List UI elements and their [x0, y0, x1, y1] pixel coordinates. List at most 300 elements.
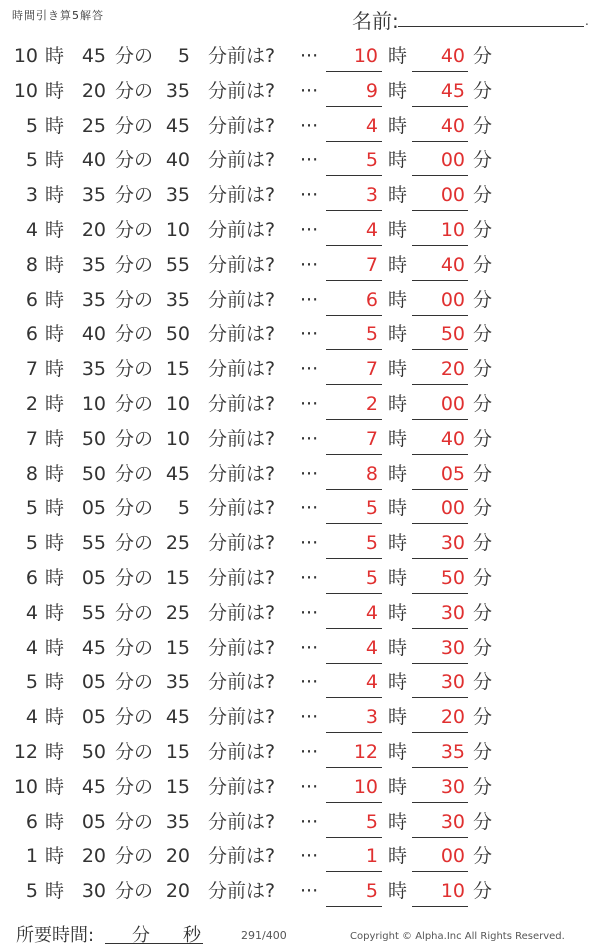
minute-of-label: 分の [115, 741, 154, 763]
minutes-before-question: 分前は? [208, 636, 276, 659]
problem-row [0, 110, 600, 142]
answer-hour-unit: 時 [388, 184, 408, 207]
answer-hour: 8 [365, 462, 378, 485]
problem-hour: 6 [25, 288, 38, 311]
problem-minute: 40 [81, 149, 106, 172]
answer-minute: 30 [440, 775, 465, 798]
answer-hour: 12 [353, 741, 378, 763]
answer-minute-line[interactable] [412, 767, 468, 768]
problem-minute: 05 [81, 567, 106, 589]
answer-hour: 5 [365, 810, 378, 833]
answer-hour-line[interactable] [326, 767, 382, 768]
answer-minute-unit: 分 [473, 601, 493, 624]
minute-of-label: 分の [115, 567, 154, 589]
problem-row [0, 423, 600, 455]
answer-minute-line[interactable] [412, 349, 468, 350]
problem-minute: 35 [81, 253, 106, 276]
problem-row [0, 632, 600, 664]
minutes-before: 15 [165, 567, 190, 589]
answer-minute-unit: 分 [473, 393, 493, 415]
minutes-before: 15 [165, 741, 190, 763]
problem-row [0, 284, 600, 316]
ellipsis: ··· [300, 497, 319, 520]
minutes-before-question: 分前は? [208, 323, 276, 346]
answer-hour-line[interactable] [326, 454, 382, 455]
answer-minute: 00 [440, 288, 465, 311]
minutes-before-question: 分前は? [208, 427, 276, 450]
answer-hour-line[interactable] [326, 489, 382, 490]
answer-minute: 30 [440, 532, 465, 555]
answer-hour: 10 [353, 775, 378, 798]
answer-hour-unit: 時 [388, 323, 408, 346]
answer-minute-line[interactable] [412, 802, 468, 803]
problem-minute: 45 [81, 775, 106, 798]
answer-minute: 10 [440, 880, 465, 903]
minutes-before-question: 分前は? [208, 775, 276, 798]
minute-of-label: 分の [115, 880, 154, 903]
problem-minute: 05 [81, 671, 106, 694]
minutes-before: 10 [165, 427, 190, 450]
problem-hour: 5 [25, 532, 38, 555]
ellipsis: ··· [300, 462, 319, 485]
answer-hour-unit: 時 [388, 880, 408, 903]
hour-unit: 時 [45, 567, 65, 589]
minute-of-label: 分の [115, 636, 154, 659]
minute-of-label: 分の [115, 219, 154, 241]
answer-minute-line[interactable] [412, 245, 468, 246]
hour-unit: 時 [45, 393, 65, 415]
minute-of-label: 分の [115, 288, 154, 311]
answer-hour-line[interactable] [326, 593, 382, 594]
answer-hour-unit: 時 [388, 810, 408, 833]
minute-of-label: 分の [115, 358, 154, 381]
answer-hour-line[interactable] [326, 558, 382, 559]
problem-row [0, 179, 600, 211]
answer-minute-line[interactable] [412, 141, 468, 142]
ellipsis: ··· [300, 706, 319, 729]
problem-row [0, 562, 600, 594]
answer-minute-line[interactable] [412, 106, 468, 107]
answer-hour: 4 [365, 636, 378, 659]
answer-minute: 00 [440, 184, 465, 207]
minute-of-label: 分の [115, 845, 154, 868]
minutes-before-question: 分前は? [208, 358, 276, 381]
answer-minute-unit: 分 [473, 497, 493, 520]
problem-minute: 05 [81, 706, 106, 729]
problem-hour: 10 [13, 775, 38, 798]
answer-hour: 4 [365, 601, 378, 624]
answer-minute-line[interactable] [412, 871, 468, 872]
problem-row [0, 701, 600, 733]
ellipsis: ··· [300, 323, 319, 346]
answer-minute-line[interactable] [412, 315, 468, 316]
minutes-before-question: 分前は? [208, 601, 276, 624]
problem-row [0, 806, 600, 838]
answer-minute: 40 [440, 427, 465, 450]
ellipsis: ··· [300, 79, 319, 102]
hour-unit: 時 [45, 845, 65, 868]
minute-of-label: 分の [115, 114, 154, 137]
problem-hour: 4 [25, 636, 38, 659]
ellipsis: ··· [300, 775, 319, 798]
problem-hour: 7 [25, 427, 38, 450]
name-blank-line[interactable] [398, 26, 584, 27]
answer-hour-line[interactable] [326, 245, 382, 246]
minute-of-label: 分の [115, 532, 154, 555]
answer-minute: 45 [440, 79, 465, 102]
answer-minute-line[interactable] [412, 732, 468, 733]
answer-minute: 40 [440, 253, 465, 276]
answer-hour: 3 [365, 706, 378, 729]
answer-minute: 10 [440, 219, 465, 241]
problem-hour: 6 [25, 567, 38, 589]
hour-unit: 時 [45, 741, 65, 763]
answer-hour-line[interactable] [326, 523, 382, 524]
answer-minute: 00 [440, 845, 465, 868]
hour-unit: 時 [45, 497, 65, 520]
problem-hour: 7 [25, 358, 38, 381]
minute-of-label: 分の [115, 393, 154, 415]
problem-minute: 50 [81, 462, 106, 485]
answer-hour-unit: 時 [388, 427, 408, 450]
answer-hour-unit: 時 [388, 706, 408, 729]
answer-hour-line[interactable] [326, 210, 382, 211]
minutes-before: 20 [165, 845, 190, 868]
answer-hour-line[interactable] [326, 802, 382, 803]
answer-hour-unit: 時 [388, 358, 408, 381]
problem-minute: 10 [81, 393, 106, 415]
minutes-before-question: 分前は? [208, 393, 276, 415]
answer-hour-line[interactable] [326, 732, 382, 733]
minutes-before-question: 分前は? [208, 79, 276, 102]
ellipsis: ··· [300, 393, 319, 415]
answer-minute-line[interactable] [412, 384, 468, 385]
problem-hour: 6 [25, 323, 38, 346]
minute-of-label: 分の [115, 427, 154, 450]
answer-hour-line[interactable] [326, 141, 382, 142]
answer-minute: 50 [440, 567, 465, 589]
answer-minute-unit: 分 [473, 671, 493, 694]
answer-minute-unit: 分 [473, 810, 493, 833]
page-number: 291/400 [241, 929, 287, 942]
problem-hour: 6 [25, 810, 38, 833]
answer-minute-line[interactable] [412, 419, 468, 420]
answer-minute-line[interactable] [412, 558, 468, 559]
answer-hour-unit: 時 [388, 845, 408, 868]
problem-row [0, 214, 600, 246]
answer-hour-unit: 時 [388, 497, 408, 520]
answer-hour-unit: 時 [388, 741, 408, 763]
minutes-before-question: 分前は? [208, 462, 276, 485]
problem-hour: 3 [25, 184, 38, 207]
problem-hour: 5 [25, 114, 38, 137]
answer-minute-unit: 分 [473, 636, 493, 659]
answer-minute-line[interactable] [412, 663, 468, 664]
hour-unit: 時 [45, 706, 65, 729]
problem-minute: 05 [81, 497, 106, 520]
problem-hour: 5 [25, 497, 38, 520]
minutes-before: 45 [165, 706, 190, 729]
ellipsis: ··· [300, 532, 319, 555]
problem-minute: 45 [81, 45, 106, 67]
answer-hour-unit: 時 [388, 393, 408, 415]
answer-hour: 2 [365, 393, 378, 415]
name-dot: . [585, 14, 589, 28]
answer-minute-unit: 分 [473, 114, 493, 137]
hour-unit: 時 [45, 601, 65, 624]
answer-hour-line[interactable] [326, 384, 382, 385]
answer-minute-unit: 分 [473, 775, 493, 798]
minutes-before: 35 [165, 184, 190, 207]
answer-minute-line[interactable] [412, 837, 468, 838]
problem-hour: 5 [25, 149, 38, 172]
problem-minute: 35 [81, 288, 106, 311]
answer-minute-line[interactable] [412, 280, 468, 281]
answer-minute: 30 [440, 671, 465, 694]
minute-of-label: 分の [115, 671, 154, 694]
ellipsis: ··· [300, 671, 319, 694]
minutes-before-question: 分前は? [208, 671, 276, 694]
answer-hour-line[interactable] [326, 906, 382, 907]
answer-minute-line[interactable] [412, 628, 468, 629]
answer-minute-unit: 分 [473, 880, 493, 903]
answer-hour: 7 [365, 253, 378, 276]
answer-minute: 30 [440, 601, 465, 624]
answer-minute: 40 [440, 114, 465, 137]
minute-of-label: 分の [115, 253, 154, 276]
problem-hour: 12 [13, 741, 38, 763]
minutes-before: 25 [165, 532, 190, 555]
answer-minute-unit: 分 [473, 706, 493, 729]
minutes-before-question: 分前は? [208, 880, 276, 903]
answer-minute-unit: 分 [473, 323, 493, 346]
answer-minute-line[interactable] [412, 523, 468, 524]
minutes-before: 15 [165, 636, 190, 659]
answer-minute-line[interactable] [412, 906, 468, 907]
problem-row [0, 771, 600, 803]
problem-hour: 4 [25, 601, 38, 624]
answer-minute: 50 [440, 323, 465, 346]
answer-hour-line[interactable] [326, 71, 382, 72]
minutes-before: 25 [165, 601, 190, 624]
problem-row [0, 597, 600, 629]
worksheet-title: 時間引き算5解答 [12, 9, 104, 22]
answer-minute-line[interactable] [412, 454, 468, 455]
problem-row [0, 840, 600, 872]
minutes-before: 5 [177, 497, 190, 520]
minutes-before-question: 分前は? [208, 149, 276, 172]
problem-row [0, 144, 600, 176]
minute-of-label: 分の [115, 149, 154, 172]
ellipsis: ··· [300, 601, 319, 624]
answer-minute: 30 [440, 636, 465, 659]
answer-minute-line[interactable] [412, 697, 468, 698]
problem-hour: 1 [25, 845, 38, 868]
minutes-before: 35 [165, 671, 190, 694]
answer-minute-line[interactable] [412, 210, 468, 211]
answer-minute: 40 [440, 45, 465, 67]
answer-hour-unit: 時 [388, 149, 408, 172]
answer-hour-unit: 時 [388, 775, 408, 798]
answer-hour-unit: 時 [388, 253, 408, 276]
ellipsis: ··· [300, 845, 319, 868]
minutes-before: 35 [165, 288, 190, 311]
ellipsis: ··· [300, 114, 319, 137]
answer-minute: 20 [440, 358, 465, 381]
problem-hour: 8 [25, 462, 38, 485]
answer-minute-unit: 分 [473, 219, 493, 241]
minutes-before: 45 [165, 462, 190, 485]
answer-hour-line[interactable] [326, 106, 382, 107]
ellipsis: ··· [300, 45, 319, 67]
minute-of-label: 分の [115, 45, 154, 67]
answer-hour-line[interactable] [326, 663, 382, 664]
copyright: Copyright © Alpha.Inc All Rights Reserved. [350, 931, 565, 942]
minutes-before-question: 分前は? [208, 497, 276, 520]
minutes-before: 10 [165, 219, 190, 241]
answer-minute: 20 [440, 706, 465, 729]
answer-minute-unit: 分 [473, 358, 493, 381]
answer-minute: 05 [440, 462, 465, 485]
answer-hour-line[interactable] [326, 837, 382, 838]
minutes-before-question: 分前は? [208, 845, 276, 868]
ellipsis: ··· [300, 184, 319, 207]
hour-unit: 時 [45, 288, 65, 311]
minutes-before: 5 [177, 45, 190, 67]
problem-hour: 10 [13, 45, 38, 67]
hour-unit: 時 [45, 79, 65, 102]
ellipsis: ··· [300, 288, 319, 311]
answer-hour: 3 [365, 184, 378, 207]
hour-unit: 時 [45, 636, 65, 659]
ellipsis: ··· [300, 567, 319, 589]
answer-minute-line[interactable] [412, 593, 468, 594]
problem-hour: 4 [25, 706, 38, 729]
hour-unit: 時 [45, 184, 65, 207]
answer-hour: 7 [365, 427, 378, 450]
problem-minute: 50 [81, 741, 106, 763]
answer-hour: 5 [365, 323, 378, 346]
answer-hour-line[interactable] [326, 419, 382, 420]
minute-of-label: 分の [115, 184, 154, 207]
answer-minute-unit: 分 [473, 79, 493, 102]
minutes-before-question: 分前は? [208, 567, 276, 589]
problem-hour: 8 [25, 253, 38, 276]
answer-hour-unit: 時 [388, 567, 408, 589]
problem-minute: 45 [81, 636, 106, 659]
time-required-label: 所要時間: [16, 925, 95, 946]
minutes-before: 35 [165, 79, 190, 102]
ellipsis: ··· [300, 149, 319, 172]
answer-hour-line[interactable] [326, 871, 382, 872]
minutes-before-question: 分前は? [208, 114, 276, 137]
ellipsis: ··· [300, 741, 319, 763]
answer-minute-line[interactable] [412, 489, 468, 490]
problem-row [0, 666, 600, 698]
minutes-before: 10 [165, 393, 190, 415]
answer-minute-unit: 分 [473, 532, 493, 555]
problem-minute: 50 [81, 427, 106, 450]
answer-hour-unit: 時 [388, 114, 408, 137]
problem-hour: 5 [25, 880, 38, 903]
answer-hour-line[interactable] [326, 697, 382, 698]
minutes-before: 45 [165, 114, 190, 137]
minutes-before-question: 分前は? [208, 184, 276, 207]
ellipsis: ··· [300, 880, 319, 903]
hour-unit: 時 [45, 219, 65, 241]
answer-hour: 5 [365, 532, 378, 555]
ellipsis: ··· [300, 427, 319, 450]
problem-row [0, 388, 600, 420]
answer-hour-unit: 時 [388, 601, 408, 624]
minutes-before-question: 分前は? [208, 706, 276, 729]
hour-unit: 時 [45, 323, 65, 346]
minutes-before-question: 分前は? [208, 288, 276, 311]
answer-hour: 7 [365, 358, 378, 381]
answer-hour: 6 [365, 288, 378, 311]
answer-hour-unit: 時 [388, 636, 408, 659]
answer-hour-line[interactable] [326, 315, 382, 316]
answer-hour: 4 [365, 114, 378, 137]
problem-minute: 20 [81, 79, 106, 102]
ellipsis: ··· [300, 810, 319, 833]
minute-of-label: 分の [115, 706, 154, 729]
problem-hour: 2 [25, 393, 38, 415]
minute-of-label: 分の [115, 601, 154, 624]
answer-hour-unit: 時 [388, 288, 408, 311]
answer-hour-unit: 時 [388, 671, 408, 694]
minutes-before: 15 [165, 775, 190, 798]
answer-hour-line[interactable] [326, 628, 382, 629]
problem-row [0, 249, 600, 281]
minutes-before: 40 [165, 149, 190, 172]
answer-hour-line[interactable] [326, 280, 382, 281]
seconds-unit: 秒 [183, 925, 201, 946]
answer-hour: 5 [365, 497, 378, 520]
minutes-before-question: 分前は? [208, 219, 276, 241]
answer-minute-unit: 分 [473, 741, 493, 763]
answer-hour: 10 [353, 45, 378, 67]
answer-minute-line[interactable] [412, 71, 468, 72]
minute-of-label: 分の [115, 462, 154, 485]
answer-hour-unit: 時 [388, 79, 408, 102]
minute-of-label: 分の [115, 775, 154, 798]
answer-minute: 00 [440, 497, 465, 520]
minute-of-label: 分の [115, 79, 154, 102]
answer-hour-line[interactable] [326, 175, 382, 176]
ellipsis: ··· [300, 636, 319, 659]
answer-minute-unit: 分 [473, 288, 493, 311]
answer-minute: 35 [440, 741, 465, 763]
answer-hour: 1 [365, 845, 378, 868]
hour-unit: 時 [45, 462, 65, 485]
answer-hour-line[interactable] [326, 349, 382, 350]
hour-unit: 時 [45, 358, 65, 381]
answer-minute-unit: 分 [473, 184, 493, 207]
minutes-before: 55 [165, 253, 190, 276]
minute-of-label: 分の [115, 497, 154, 520]
problem-minute: 20 [81, 845, 106, 868]
problem-row [0, 40, 600, 72]
problem-row [0, 527, 600, 559]
hour-unit: 時 [45, 427, 65, 450]
minutes-before-question: 分前は? [208, 532, 276, 555]
answer-minute-line[interactable] [412, 175, 468, 176]
problem-row [0, 75, 600, 107]
answer-hour: 4 [365, 671, 378, 694]
problem-minute: 05 [81, 810, 106, 833]
answer-minute: 00 [440, 393, 465, 415]
